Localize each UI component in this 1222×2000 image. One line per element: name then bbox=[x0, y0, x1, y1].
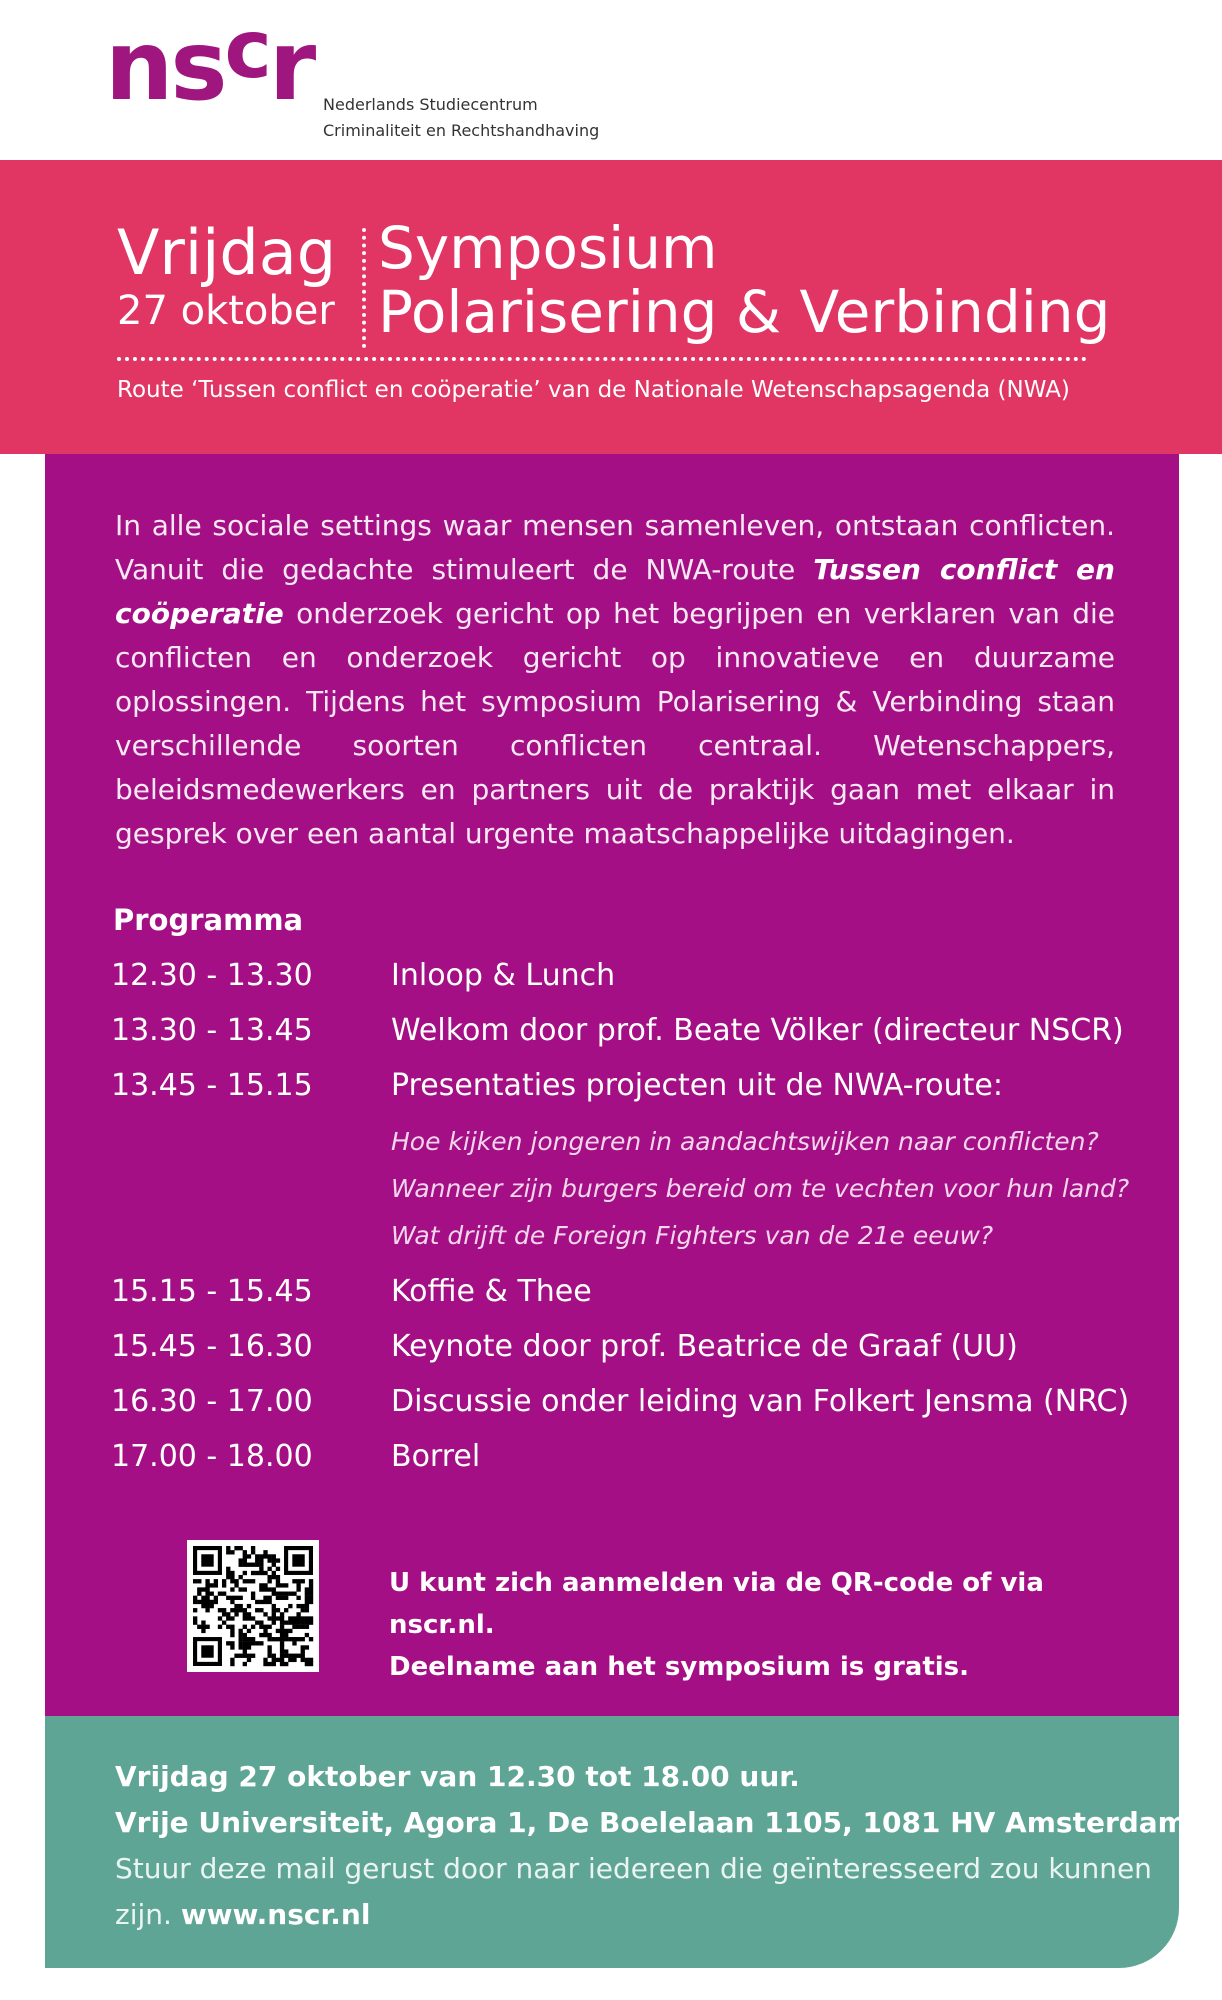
vertical-divider bbox=[362, 228, 366, 348]
programme-time: 16.30 - 17.00 bbox=[111, 1384, 313, 1419]
footer-block bbox=[45, 1716, 1198, 1968]
footer-text bbox=[115, 1754, 1198, 1938]
route-name: Route ‘Tussen conflict en coöperatie’ bbox=[117, 377, 541, 403]
intro-route-name: Tussen conflict en coöperatie bbox=[115, 553, 1115, 630]
programme-time: 15.15 - 15.45 bbox=[111, 1274, 313, 1309]
website-link[interactable]: www.nscr.nl bbox=[180, 1898, 371, 1931]
programme-item: Inloop & Lunch bbox=[391, 958, 616, 993]
programme-item: Presentaties projecten uit de NWA-route: bbox=[391, 1068, 1003, 1103]
programme-heading: Programma bbox=[113, 903, 304, 937]
logo-subtitle bbox=[323, 92, 643, 144]
header-band bbox=[0, 160, 1222, 454]
project-title: Hoe kijken jongeren in aandachtswijken naar conflicten? bbox=[391, 1127, 1099, 1156]
title-line2: Polarisering & Verbinding bbox=[378, 278, 1111, 346]
intro-text-1: In alle sociale settings waar mensen samenleven, ontstaan conflicten. Vanuit die gedachte stimuleert de NWA-route bbox=[115, 509, 1115, 586]
footer-forward-note bbox=[115, 1846, 1155, 1938]
programme-row bbox=[111, 1377, 1151, 1427]
programme-time: 15.45 - 16.30 bbox=[111, 1329, 313, 1364]
registration-line2: Deelname aan het symposium is gratis. bbox=[389, 1652, 970, 1682]
intro-text-2: onderzoek gericht op het begrijpen en verklaren van die conflicten en onderzoek gericht op innovatieve en duurzame oplossingen. Tijdens het symposium Polarisering & Verbinding staan verschillende soorten conflicten centraal. Wetenschappers, beleidsmedewerkers en partners uit de praktijk gaan met elkaar in gesprek over een aantal urgente maatschappelijke uitdagingen. bbox=[115, 597, 1115, 850]
footer-forward-text: Stuur deze mail gerust door naar iedereen die geïnteresseerd zou kunnen zijn. bbox=[115, 1852, 1152, 1931]
programme-time: 13.45 - 15.15 bbox=[111, 1068, 313, 1103]
symposium-title bbox=[378, 216, 1178, 344]
event-date-text: 27 oktober bbox=[117, 288, 335, 334]
title-line1: Symposium bbox=[378, 214, 718, 282]
programme-time: 12.30 - 13.30 bbox=[111, 958, 313, 993]
programme-row bbox=[111, 1267, 1151, 1317]
programme-row bbox=[111, 1322, 1151, 1372]
route-rest: van de Nationale Wetenschapsagenda (NWA) bbox=[540, 377, 1070, 403]
programme-row bbox=[111, 1061, 1151, 1111]
logo-wordmark: $ns^cr$ bbox=[105, 3, 314, 122]
programme-item: Discussie onder leiding van Folkert Jensma (NRC) bbox=[391, 1384, 1130, 1419]
main-content bbox=[45, 454, 1179, 1716]
programme-item: Keynote door prof. Beatrice de Graaf (UU) bbox=[391, 1329, 1018, 1364]
project-title: Wat drijft de Foreign Fighters van de 21e eeuw? bbox=[391, 1221, 994, 1250]
programme-item: Borrel bbox=[391, 1439, 481, 1474]
route-subtitle bbox=[117, 372, 1127, 408]
logo-subtitle-line1: Nederlands Studiecentrum bbox=[323, 95, 538, 114]
event-date bbox=[117, 216, 357, 334]
qr-code[interactable] bbox=[187, 1540, 319, 1672]
registration-line1: U kunt zich aanmelden via de QR-code of via nscr.nl. bbox=[389, 1568, 1044, 1640]
project-title: Wanneer zijn burgers bereid om te vechten voor hun land? bbox=[391, 1174, 1130, 1203]
programme-time: 13.30 - 13.45 bbox=[111, 1013, 313, 1048]
programme-item: Welkom door prof. Beate Völker (directeur NSCR) bbox=[391, 1013, 1124, 1048]
qr-code-graphic bbox=[187, 1540, 319, 1672]
horizontal-divider bbox=[117, 357, 1087, 361]
footer-location: Vrije Universiteit, Agora 1, De Boelelaan 1105, 1081 HV Amsterdam. bbox=[115, 1806, 1198, 1839]
registration-note bbox=[389, 1562, 1149, 1688]
programme-time: 17.00 - 18.00 bbox=[111, 1439, 313, 1474]
footer-datetime: Vrijdag 27 oktober van 12.30 tot 18.00 uur. bbox=[115, 1760, 800, 1793]
event-day: Vrijdag bbox=[117, 216, 337, 289]
programme-row bbox=[111, 951, 1151, 1001]
programme-row bbox=[111, 1432, 1151, 1482]
programme-item: Koffie & Thee bbox=[391, 1274, 592, 1309]
logo-subtitle-line2: Criminaliteit en Rechtshandhaving bbox=[323, 121, 600, 140]
programme-row bbox=[111, 1006, 1151, 1056]
intro-paragraph bbox=[115, 504, 1115, 856]
